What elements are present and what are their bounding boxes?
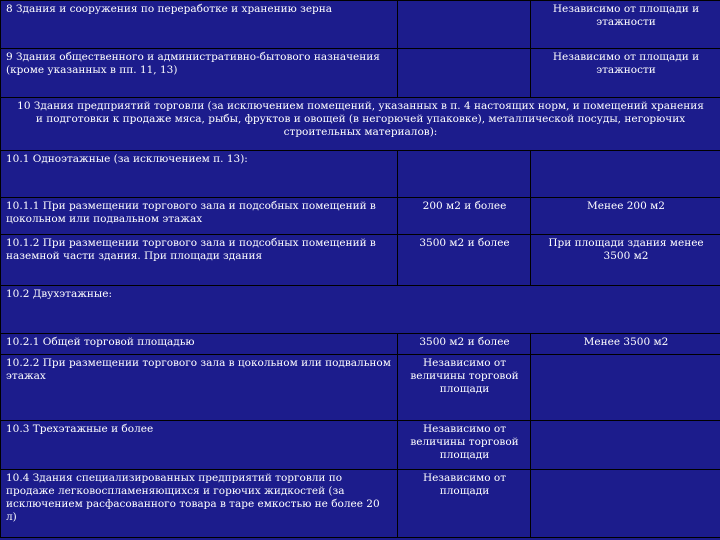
row-value-other (531, 151, 720, 198)
row-value-other: Независимо от площади и этажности (531, 1, 720, 49)
table-row (1, 98, 720, 151)
row-label: 10.2.1 Общей торговой площадью (1, 334, 398, 355)
row-label: 9 Здания общественного и административно-бытового назначения (кроме указанных в пп. 11, 13) (1, 49, 398, 98)
table-row (1, 286, 720, 334)
table-row (1, 1, 720, 49)
table-row (1, 421, 720, 470)
row-value-area: Независимо от площади (398, 470, 531, 538)
row-value-other: Менее 3500 м2 (531, 334, 720, 355)
row-value-other (531, 421, 720, 470)
row-label: 8 Здания и сооружения по переработке и хранению зерна (1, 1, 398, 49)
row-label: 10.4 Здания специализированных предприятий торговли по продаже легковоспламеняющихся и горючих жидкостей (за исключением расфасованного товара в таре емкостью не более 20 л) (1, 470, 398, 538)
table-row (1, 235, 720, 286)
row-label: 10.1.2 При размещении торгового зала и подсобных помещений в наземной части здания. При площади здания (1, 235, 398, 286)
row-value-area (398, 1, 531, 49)
row-value-area (398, 49, 531, 98)
row-value-area: 200 м2 и более (398, 198, 531, 235)
table-row (1, 151, 720, 198)
row-value-other (531, 470, 720, 538)
row-value-area: 3500 м2 и более (398, 235, 531, 286)
row-value-area: Независимо от величины торговой площади (398, 421, 531, 470)
row-value-other: При площади здания менее 3500 м2 (531, 235, 720, 286)
section-heading: 10 Здания предприятий торговли (за исключением помещений, указанных в п. 4 настоящих норм, и помещений хранения и подготовки к продаже мяса, рыбы, фруктов и овощей (в негорючей упаковке), металлической посуды, негорючих строительных материалов): (1, 98, 720, 151)
row-value-other: Менее 200 м2 (531, 198, 720, 235)
table-row (1, 49, 720, 98)
row-value-area: Независимо от величины торговой площади (398, 355, 531, 421)
row-label: 10.1.1 При размещении торгового зала и подсобных помещений в цокольном или подвальном этажах (1, 198, 398, 235)
table-row (1, 355, 720, 421)
table-row (1, 198, 720, 235)
row-value-area (398, 151, 531, 198)
row-value-area: 3500 м2 и более (398, 334, 531, 355)
table-row (1, 470, 720, 538)
row-value-other: Независимо от площади и этажности (531, 49, 720, 98)
table-row (1, 334, 720, 355)
section-heading: 10.2 Двухэтажные: (1, 286, 720, 334)
row-label: 10.2.2 При размещении торгового зала в цокольном или подвальном этажах (1, 355, 398, 421)
row-label: 10.3 Трехэтажные и более (1, 421, 398, 470)
row-label: 10.1 Одноэтажные (за исключением п. 13): (1, 151, 398, 198)
row-value-other (531, 355, 720, 421)
